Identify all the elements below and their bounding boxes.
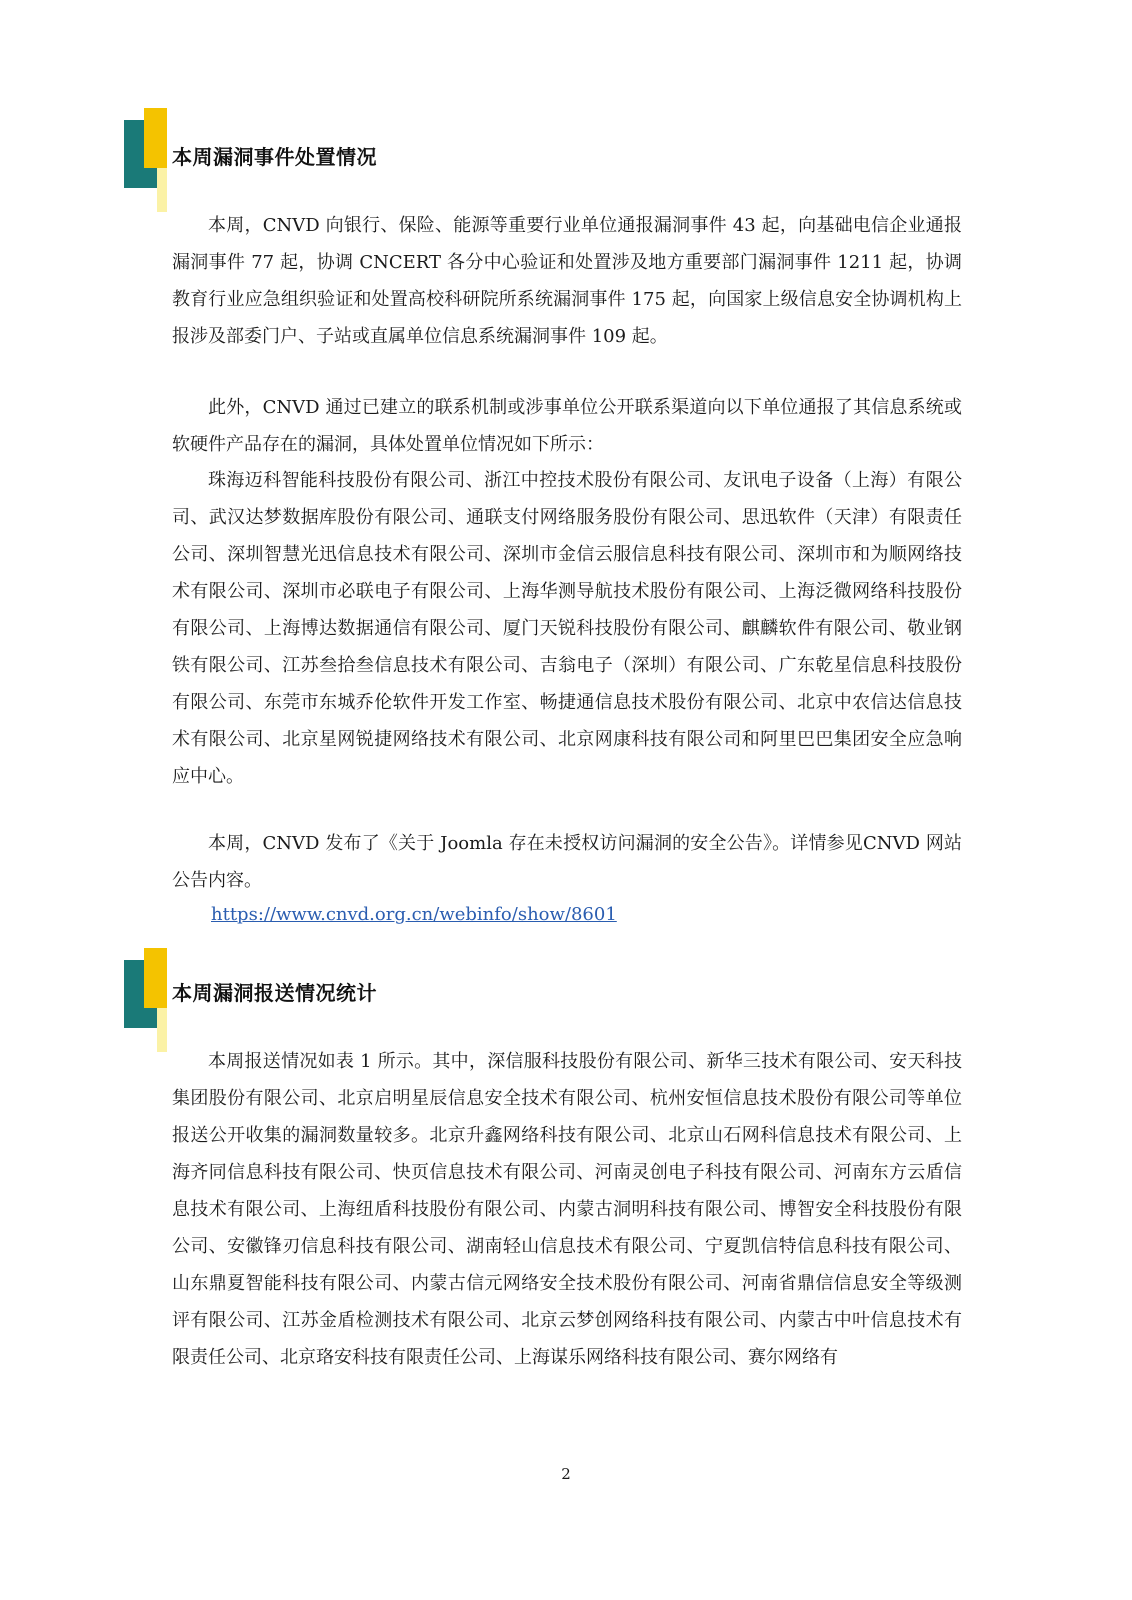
section-heading-disposal: 本周漏洞事件处置情况 <box>172 145 377 169</box>
page-number: 2 <box>561 1465 571 1483</box>
paragraph-1: 本周，CNVD 向银行、保险、能源等重要行业单位通报漏洞事件 43 起，向基础电信企业通报漏洞事件 77 起，协调 CNCERT 各分中心验证和处置涉及地方重要部门漏洞事件 1211 起，协调教育行业应急组织验证和处置高校科研院所系统漏洞事件 175 起，向国家上级信息安全协调机构上报涉及部委门户、子站或直属单位信息系统漏洞事件 109 起。 <box>172 215 962 347</box>
paragraph-3: 珠海迈科智能科技股份有限公司、浙江中控技术股份有限公司、友讯电子设备（上海）有限公司、武汉达梦数据库股份有限公司、通联支付网络服务股份有限公司、思迅软件（天津）有限责任公司、深圳智慧光迅信息技术有限公司、深圳市金信云服信息科技有限公司、深圳市和为顺网络技术有限公司、深圳市必联电子有限公司、上海华测导航技术股份有限公司、上海泛微网络科技股份有限公司、上海博达数据通信有限公司、厦门天锐科技股份有限公司、麒麟软件有限公司、敬业钢铁有限公司、江苏叁拾叁信息技术有限公司、吉翁电子（深圳）有限公司、广东乾星信息科技股份有限公司、东莞市东城乔伦软件开发工作室、畅捷通信息技术股份有限公司、北京中农信达信息技术有限公司、北京星网锐捷网络技术有限公司、北京网康科技有限公司和阿里巴巴集团安全应急响应中心。 <box>172 470 962 787</box>
heading-decoration-1 <box>124 108 174 212</box>
section-heading-statistics: 本周漏洞报送情况统计 <box>172 981 377 1005</box>
paragraph-5: 本周报送情况如表 1 所示。其中，深信服科技股份有限公司、新华三技术有限公司、安天科技集团股份有限公司、北京启明星辰信息安全技术有限公司、杭州安恒信息技术股份有限公司等单位报送公开收集的漏洞数量较多。北京升鑫网络科技有限公司、北京山石网科信息技术有限公司、上海齐同信息科技有限公司、快页信息技术有限公司、河南灵创电子科技有限公司、河南东方云盾信息技术有限公司、上海纽盾科技股份有限公司、内蒙古洞明科技有限公司、博智安全科技股份有限公司、安徽锋刃信息科技有限公司、湖南轻山信息技术有限公司、宁夏凯信特信息科技有限公司、山东鼎夏智能科技有限公司、内蒙古信元网络安全技术股份有限公司、河南省鼎信信息安全等级测评有限公司、江苏金盾检测技术有限公司、北京云梦创网络科技有限公司、内蒙古中叶信息技术有限责任公司、北京珞安科技有限责任公司、上海谋乐网络科技有限公司、赛尔网络有 <box>172 1051 962 1368</box>
heading-decoration-2 <box>124 948 174 1052</box>
paragraph-4: 本周，CNVD 发布了《关于 Joomla 存在未授权访问漏洞的安全公告》。详情参见CNVD 网站公告内容。 <box>172 833 962 891</box>
announcement-link[interactable]: https://www.cnvd.org.cn/webinfo/show/8601 <box>211 904 617 925</box>
paragraph-2: 此外，CNVD 通过已建立的联系机制或涉事单位公开联系渠道向以下单位通报了其信息系统或软硬件产品存在的漏洞，具体处置单位情况如下所示： <box>172 397 962 455</box>
